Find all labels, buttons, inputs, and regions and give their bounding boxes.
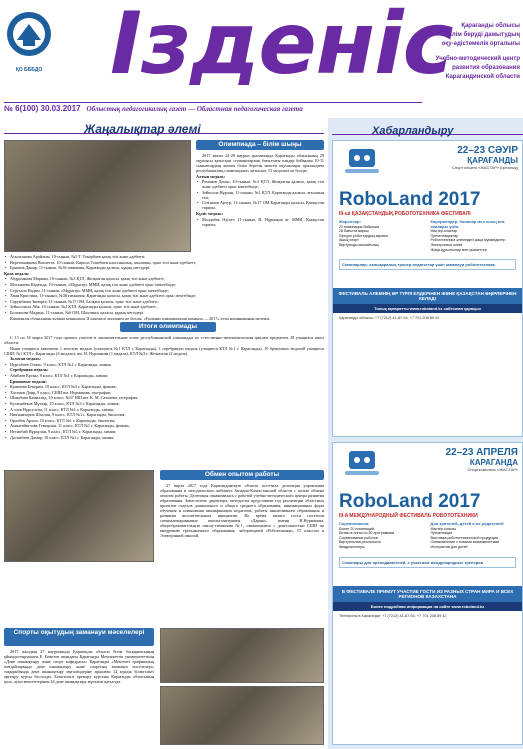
ad-venue: Спорткомплекс «ЖАСТАР» [467,467,518,472]
olympiad-item: • Мосьянова Надежда, 10-сынып, «Мұрагер» ММИ, қазақ тілі және әдебиеті орыс мектебінде; [4,282,324,287]
olympiad-item: Күміс медаль: [196,210,223,216]
ad-col-item: Интерактив для детей [430,544,468,549]
robot-icon [337,447,387,481]
ad-col-item: Жаңа құрылғылар мен қызметтер [430,247,487,252]
issue-number: № 6(100) 30.03.2017 [4,104,81,113]
olympiad-item: • Зейнолла Нұрлан, 11-сынып, №1 ҚТЛ, Қарағанды қаласы, ағылшын тілі; [196,190,324,200]
logo-text: ҚО БББДО [15,67,43,73]
sports-title-text: Спорты оқытудың заманауи мәселелері [13,629,145,636]
itogi-item: • Кусаинбеков Мұтлар, 10 класс, КТЛ №3 г. Караганды, химия; [4,401,324,406]
itogi-item: • Нургабаев Олжас, 9 класс, КТЛ №1 г. Караганды, химия; [4,362,324,367]
right-ru-2: развития образования [452,65,520,71]
olympiad-item: • Болтанова Мадина, 11-сынып, №6 ОМ, Шахтинск қаласы, құқық негіздері. [4,310,324,315]
announcements-header [332,121,523,135]
olympiad-item: • Асылханова Арайлым, 10-сынып, №5 Т. Темірбаев қазақ тілі және әдебиеті; [4,254,324,259]
sports-photo-2 [160,686,324,745]
ad-col-item: Битвы в лигах по 50 программам [339,531,395,536]
sports-photo-1 [160,628,324,683]
olympiad-item: Қола медаль: [4,270,30,276]
news-section-header [4,120,324,134]
itogi-title: Итоги олимпиады [120,322,216,332]
itogi-para: Наши учащиеся завоевали 1 золотую медаль (учащиеся №1 КТЛ г. Караганды), 1 серебряную медаль (учащиеся КТЛ №1 г. Караганды), 10 бронзовых медалей учащиеся СШИ: №1 КТЛ г. Караганды (6 медали), им. Н. Нурмакова (1 медаль), КТЛ №3 г. Жезказган (2 медаль). [4,345,324,356]
olympiad-intro: 2017 жылы 24-29 наурыз аралығында Қарағанды облысының 29 оқушысы қатысқан «гуманитарлық бағыттағы пәндер бойынша 10-11 сыныптардың жалпы білім беретін мектеп оқушылары арасындағы республикалық олимпиадаға» қатысып, 15 медальға ие болды. [196,153,324,173]
itogi-block [4,335,324,467]
ad-top [333,443,522,483]
ad-col-item: Виртуальная реальность [339,540,381,545]
masthead [0,0,523,118]
ad-col-item: Квадрокоптеры [339,544,365,549]
exchange-text: 27 марта 2017 года Карагандинскую область посетила делегация управления образования и методического кабинета Западно-Казахстанской области с целью обмена опытом работы. Делегация ознакомилась с работой учебно-методического центра развития образования. Заместитель директора, методисты представили год реализации областных проектов отделов дошкольного и общего среднего образования, инновационных форм обучения и повышения квалификации педагогов, работы инклюзивного образования и развития воспитательных инициатив. Во время визита гости посетили специализированные школы-интернаты «Дарын», имени Н.Нурмакова, общеобразовательную школу-гимназию №1, ознакомились с деятельностью СШИ по внедрению трехъязычного образования, лабораторией «Роботехники», IT классом и Электронной школой. [160,483,324,538]
ad-col-item: Мастер-классы [430,526,457,531]
ad-seminar: Семинарлар: халықаралық тренер-педагогтар үшін заманауи робототехника [339,259,516,270]
ad-col-item: Соревнования роботов [339,535,378,540]
section-title: Жаңалықтар әлемі [84,122,201,136]
olympiad-item: • Ерназов Данир, 11-сынып, №36 гимназия, Қарағанды қаласы, құқық негіздері. [4,265,324,270]
olympiad-item: • Струхало Вадим, 11-сынып, «Мұрагер» ММИ, қазақ тілі және әдебиеті орыс мектебінде; [4,288,324,293]
olympiad-item: • Степанов Артур, 11-сынып, №17 ОМ Қарағанды қаласы, Қазақстан тарихы. [196,200,324,210]
olympiad-item: • Хван Кристина, 11-сынып, №38 гимназия, Қарағанды қаласы, қазақ тілі және әдебиеті орыс мектебінде; [4,293,324,298]
itogi-item: • Абибаев Ерсын, 9 класс, КТЛ №1 г. Караганды, химия; [4,373,324,378]
ad-strip: ФЕСТИВАЛЬ АЛЕМНІҢ ӘР ТҮРЛІ ЕЛДЕРІНЕН ЖӘНЕ ҚАЗАҚСТАН ӨҢІРЛЕРІНЕН КЕЛЕДІ [333,288,522,304]
ad-col-item: Презентации [430,531,453,536]
olympiad-gold: Алтын медаль: [196,173,226,179]
ad-city: КАРАГАНДА [469,458,518,467]
olympiad-list [4,254,324,320]
newspaper-title: Ізденіс [110,0,453,94]
itogi-item: • Оралбек Арлон, 10 класс, КТЛ №1 г. Караганды, биология; [4,418,324,423]
ad-col-item: 22 номинация бойынша [339,224,379,229]
itogi-item: • Досмабаев Дамир, 10 класс, КТЛ №1 г. Караганды, химия. [4,435,324,440]
ad-col-title: Көрермендер, балалар мен оның ата-аналары үшін: [430,219,506,229]
masthead-right [428,22,520,82]
ad-venue: Спорт кешені «ЖАСТАР» (орталық) [451,165,518,170]
olympiad-item: • Романов Денис, 10-сынып, №3 ҚТЛ, Жезқазған қаласы, қазақ тілі және әдебиеті орыс мектебінде; [196,179,324,189]
ad-col-2 [431,522,517,550]
ad-columns [333,519,522,553]
right-ru-1: Учебно-методический центр [435,56,520,62]
ad-columns [333,217,522,255]
olympiad-block [196,153,324,253]
itogi-item: Серебряная медаль: [10,367,49,373]
ad-col-item: Ашық спорт [339,238,359,243]
itogi-item: • Шмыбова Камиллад, 10 класс, №37 НШ им. К. М. Сатпаева, география; [4,395,324,400]
right-kz-1: Қарағанды облысы [461,23,520,29]
ad-col-title: Жарыстар: [339,219,361,224]
announcements-title: Хабарландыру [372,125,454,137]
ad-col-item: Более 20 номинаций [339,526,374,531]
olympiad-item: • Зейнолласы Айя, 10-сынып, №2 ҚТЛ, Қарағанды қаласы, орыс тілі және әдебиеті; [4,304,324,309]
itogi-item: • Хасенов Даир, 9 класс, СШИ им. Нурмакова, география; [4,390,324,395]
ad-brand: RoboLand 2017 [339,189,481,210]
roboland-ad-ru [332,442,523,745]
ad-date: 22–23 АПРЕЛЯ [445,447,518,458]
ad-strip: В ФЕСТИВАЛЕ ПРИМУТ УЧАСТИЕ ГОСТИ ИЗ РАЗНЫХ СТРАН МИРА И ВСЕХ РЕГИОНОВ КАЗАХСТАНА [333,586,522,602]
ad-strip-site: Более подробная информация на сайте www.roboland.kz [333,602,522,611]
ad-col-2 [431,220,517,252]
itogi-intro: С 13 по 18 марта 2017 года прошел участие в заключительном этапе республиканской олимпиады по естественно-математическим циклам предметов 28 учащихся школ области. [4,335,324,345]
issue-bar [4,102,422,114]
roboland-ad-kz [332,140,523,437]
exchange-title: Обмен опытом работы [160,470,324,480]
olympiad-photo [4,140,191,252]
ad-col-item: 28 бағытта жарыс [339,229,369,234]
ad-col-item: Мастер-кластар [430,229,458,234]
ad-col-item: Ознакомление с новыми возможностями [430,540,499,545]
ad-col-item: Әртүрлі роботтардың көрмесі [339,233,389,238]
olympiad-title: Олимпиада – білім шыңы [196,140,324,150]
emblem-icon [5,10,53,62]
masthead-subtitle: Облыстық педагогикалық газет — Областная педагогическая газета [86,104,303,113]
itogi-item: • Кумкаева Бекарим, 10 класс, КТЛ №3 г. Караганды, физика; [4,384,324,389]
ad-city: ҚАРАҒАНДЫ [467,156,518,165]
olympiad-item: • Веретенникова Виолетта, 10-сынып, Кирилл Тешебаев классикалық, ағылшын, орыс тілі және әдебиеті; [4,260,324,265]
ad-brand: RoboLand 2017 [339,491,481,512]
olympiad-outro: Қарағанды облысының құрама командасы II дәрежелі дипломға ие болды. «Ғылыми олимпиадалар команда — 2017» атты номинацияны иеленді. [10,315,271,320]
ad-col-item: Выставка робототехнической продукции [430,535,498,540]
ad-fest: III-й МЕЖДУНАРОДНЫЙ ФЕСТИВАЛЬ РОБОТОТЕХНИКИ [339,513,478,519]
right-kz-2: білім беруді дамытудың [446,32,520,38]
ad-col-1 [339,522,425,550]
ad-col-item: Виртуалды шынайылық [339,242,379,247]
olympiad-item: • Абдразакова Мариям, 10-сынып, №3 ҚТЛ, Жезқазған қаласы, қазақ тілі және әдебиеті; [4,276,324,281]
ad-contact: Телефоны в Караганде: +7 (7212) 41-87-94, +7 701 208 89 42 [339,613,447,618]
ad-seminar: Семинары для преподавателей, с участием международных тренеров [339,557,516,568]
ad-strip-site: Толық ақпаратты www.roboland.kz сайтынан қараңыз [333,304,522,313]
ad-contact: Қарағанды облысы: +7 (7212) 41-87-94, +7 701 208 89 42 [339,316,440,321]
itogi-gold: Золотая медаль: [10,356,42,362]
ad-col-1 [339,220,425,252]
ad-col-title: Соревнования: [339,521,370,526]
ad-top [333,141,522,181]
ad-col-item: Электроника әлемі [430,242,463,247]
itogi-item: • Амантайкелова Темирлан, 11 класс, КТЛ №1 г. Караганды, физика; [4,423,324,428]
ad-col-title: Для зрителей, детей и их родителей: [430,521,505,526]
sports-title [4,628,154,646]
itogi-item: • Ниязымхоров Шахлан, 9 класс, КТЛ №1 г. Караганды, биология; [4,412,324,417]
robot-icon [337,145,387,179]
olympiad-item: • Сарумбаева Зимарға, 11-сынып, №17 ОМ, Балқаш қаласы, орыс тілі және әдебиеті; [4,299,324,304]
exchange-photo [4,470,154,562]
itogi-item: • Несипбай Нұрхулан, 9 класс, КТЛ №1 г. Караганды, химия; [4,429,324,434]
sports-text: 2017 жылдың 27 наурызында Қарағанды облысы білім басқармасының ұйымдастыруымен Е. Бөкетов атындағы Қарағанды Мемлекеттік университетінің «Дене шынықтыру және спорт кафедрасы» Қарағанды «Мектепті ғрафикалық жағдайларында дене шынықтыру және спорттың заманауи мәселелері» тақырыбында дене шынықтыру мұғалімдеріне арналған 12 күндік біліктілікті арттыру курсы басталды. Біліктілікті арттыру курсына Қарағанды облысының қала, ауыл мектептерінен 44 дене шынықтыру мұғалімі қатысуда. [4,649,154,684]
ad-col-item: Робототехника әлеміндегі жаңа мүмкіндіктер [430,238,506,243]
itogi-item: Бронзовые медали: [10,378,47,384]
ad-date: 22–23 СӘУІР [457,145,518,156]
right-kz-3: оқу-әдістемелік орталығы [441,41,520,47]
ad-col-item: Презентациялар [430,233,459,238]
logo [5,10,53,73]
olympiad-item: • Молдабек Әділет, 11-сынып, Н. Нұрмақов ат. ММИ, Қазақстан тарихы; [196,217,324,227]
ad-fest: III-ші ҚАЗАҚСТАНДЫҚ РОБОТОТЕХНИКА ФЕСТИВАЛІ [339,211,471,217]
itogi-item: • А.тлев Нұрсултан, 11 класс, КТЛ №1 г. Караганды, химия; [4,407,324,412]
right-ru-3: Карагандинской области [445,74,520,80]
